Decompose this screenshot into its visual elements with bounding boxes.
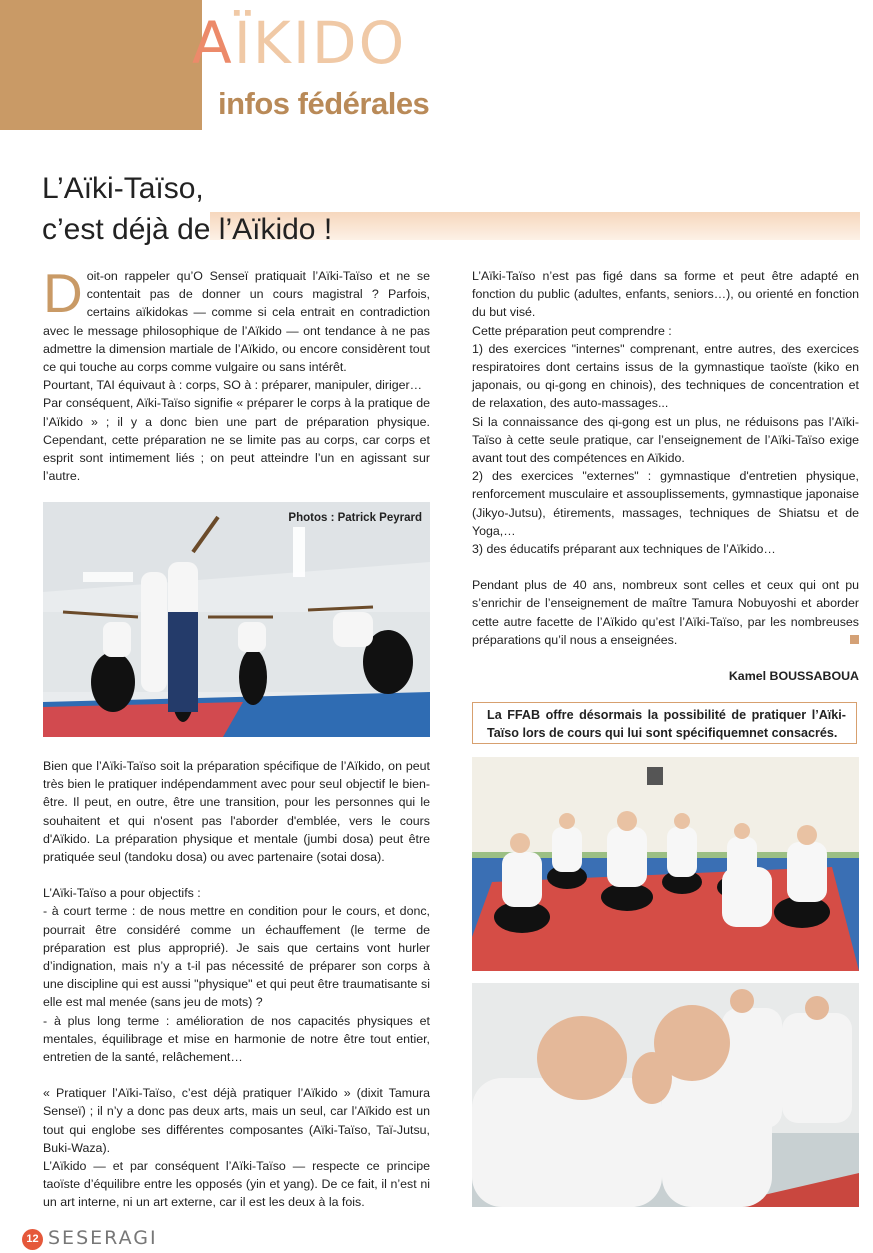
paragraph: Bien que l’Aïki-Taïso soit la préparation spécifique de l’Aïkido, on peut très bien le pratiquer indépendamment avec pour seul objectif le bien-être. Il peut, en outre, être une transition, pour les personnes qui le souhaitent et qui n'osent pas l'aborder d'emblée, vers le cours d'Aïkido. La préparation physique et mentale (jumbi dosa) peut être pratiquée seul (tandoku dosa) ou avec partenaire (sotai dosa). [43,759,430,865]
paragraph-gap [43,866,430,884]
article-column-1 [43,262,430,485]
paragraph-gap [472,558,859,576]
brand-letter-a: A [192,9,234,77]
header-corner-block [0,0,202,130]
photo-partner-work [472,983,859,1207]
page-number-badge: 12 [22,1229,43,1250]
paragraph: Cette préparation peut comprendre : [472,323,672,338]
paragraph: - à plus long terme : amélioration de nos capacités physiques et mentales, équilibrage et mise en harmonie de notre être tout entier, entretien de la santé, relâchement… [43,1013,430,1065]
drop-cap: D [43,262,83,324]
paragraph-gap [43,1066,430,1084]
title-line-1: L’Aïki-Taïso, [42,172,204,205]
paragraph: L’Aïki-Taïso a pour objectifs : [43,886,201,901]
end-of-article-mark [850,635,859,644]
paragraph: Si la connaissance des qi-gong est un plus, ne réduisons pas l’Aïki-Taïso à cette seule pratique, car l’enseignement de l’Aïki-Taïso exige avant tout des compétences en Aïkido. [472,414,859,466]
paragraph: 1) des exercices "internes" comprenant, entre autres, des exercices respiratoires dont certains issus de la gymnastique taoïste (kiko en japonais, ou qi-gong en chinois), des techniques de concentration et de relaxation, des auto-massages... [472,341,859,411]
paragraph: L’Aïki-Taïso n’est pas figé dans sa forme et peut être adapté en fonction du public (adultes, enfants, seniors…), ou orienté en fonction du but visé. [472,269,859,320]
article-column-2 [472,267,859,649]
paragraph: « Pratiquer l’Aïki-Taïso, c’est déjà pratiquer l’Aïkido » (dixit Tamura Senseï) ; il n’y a donc pas deux arts, mais un seul, car l’Aïkido est un tout qui englobe ses différentes composantes (Aïki-Taïso, Taï-Jutsu, Buki-Waza). [43,1086,430,1155]
brand-letters: ÏKIDO [233,9,407,77]
paragraph: oit-on rappeler qu’O Senseï pratiquait l’Aïki-Taïso et ne se contentait pas de donner un cours magistral ? Parfois, certains aïkidokas — comme si cela entrait en contradiction avec le message philosophique de l’Aïkido — ont tendance à ne pas admettre la dimension martiale de l’Aïkido, ou encore considèrent tout ce qui touche au corps comme vulgaire ou sans intérêt. [43,269,430,375]
magazine-name: SESERAGI [48,1227,158,1249]
paragraph: Pendant plus de 40 ans, nombreux sont celles et ceux qui ont pu s’enrichir de l’enseignement de maître Tamura Nobuyoshi et aborder cette autre facette de l’Aïkido qu’est l’Aïki-Taïso, par les nombreuses préparations qu’il nous a enseignées. [472,578,859,647]
callout-box: La FFAB offre désormais la possibilité de pratiquer l’Aïki-Taïso lors de cours qui lui sont spécifiquemnet consacrés. [472,702,857,744]
paragraph: - à court terme : de nous mettre en condition pour le cours, et donc, pourrait être considéré comme un échauffement (le terme de préparation est plus approprié). Je sais que certains vont hurler d’indignation, mais n’y a t-il pas nécessité de préparer son corps à une discipline qui est aussi "physique" et qui peut être traumatisante si elle est mal menée (sans jeu de mots) ? [43,904,430,1010]
paragraph: Pourtant, TAI équivaut à : corps, SO à : préparer, manipuler, diriger… [43,378,423,393]
author-signature: Kamel BOUSSABOUA [728,669,859,683]
photo-credit: Photos : Patrick Peyrard [288,512,422,524]
photo-group-stretching [472,757,859,971]
photo-weapons-training [43,502,430,737]
lead-paragraph [43,262,430,376]
rubric-title: infos fédérales [218,86,430,121]
paragraph: 3) des éducatifs préparant aux techniques de l’Aïkido… [472,542,776,557]
closing-paragraph [472,576,859,649]
title-line-2: c’est déjà de l’Aïkido ! [42,213,333,246]
paragraph: 2) des exercices "externes" : gymnastique d'entretien physique, renforcement musculaire et assouplissements, gymnastique japonaise (Jikyo-Jutsu), étirements, massages, techniques de Shiatsu et de Yoga,… [472,469,859,538]
section-brand [192,9,407,77]
article-title [42,168,332,250]
paragraph: Par conséquent, Aïki-Taïso signifie « préparer le corps à la pratique de l’Aïkido » ; il y a donc bien une part de préparation physique. Cependant, cette préparation ne se limite pas au corps, car corps et esprit sont intimement liés ; on peut atteindre l’un en agissant sur l’autre. [43,396,430,484]
article-column-1-continued [43,757,430,1212]
paragraph: L’Aïkido — et par conséquent l’Aïki-Taïso — respecte ce principe taoïste d’équilibre entre les opposés (yin et yang). De ce fait, il n’est ni un art interne, ni un art externe, car il est les deux à la fois. [43,1159,430,1210]
